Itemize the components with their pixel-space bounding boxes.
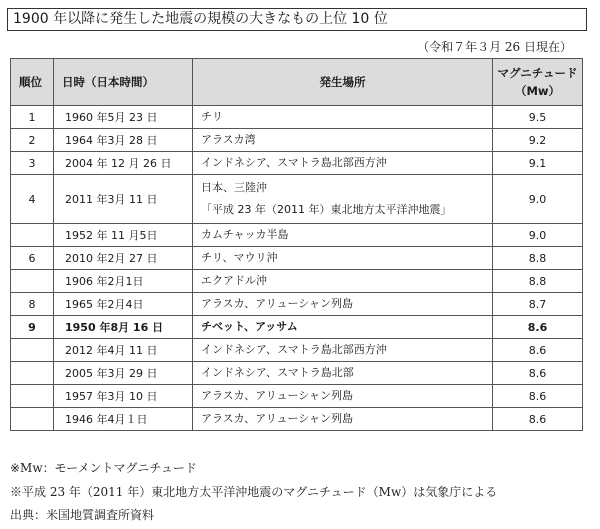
location-cell (193, 224, 493, 247)
table-row (11, 385, 583, 408)
location-cell (193, 316, 493, 339)
location-line: 「平成 23 年（2011 年）東北地方太平洋沖地震」 (201, 203, 452, 216)
date-cell: 1965 年2月4日 (54, 293, 193, 316)
table-row (11, 106, 583, 129)
rank-cell: 6 (11, 247, 54, 270)
magnitude-cell: 8.6 (493, 339, 583, 362)
rank-cell: 4 (11, 175, 54, 224)
location-cell (193, 270, 493, 293)
date-cell: 1950 年8月 16 日 (54, 316, 193, 339)
rank-cell (11, 339, 54, 362)
location-cell (193, 362, 493, 385)
rank-cell: 9 (11, 316, 54, 339)
date-cell: 1906 年2月1日 (54, 270, 193, 293)
document-title: 1900 年以降に発生した地震の規模の大きなもの上位 10 位 (7, 8, 587, 31)
location-line: インドネシア、スマトラ島北部西方沖 (201, 156, 387, 169)
magnitude-cell: 9.5 (493, 106, 583, 129)
magnitude-cell: 8.8 (493, 247, 583, 270)
location-line: アラスカ、アリューシャン列島 (201, 297, 354, 310)
earthquake-table (10, 58, 583, 431)
magnitude-cell: 9.0 (493, 175, 583, 224)
table-row (11, 293, 583, 316)
date-cell: 2005 年3月 29 日 (54, 362, 193, 385)
location-cell (193, 339, 493, 362)
table-header-row (11, 59, 583, 106)
location-line: アラスカ、アリューシャン列島 (201, 389, 354, 402)
magnitude-cell: 9.0 (493, 224, 583, 247)
table-row (11, 129, 583, 152)
rank-cell: 2 (11, 129, 54, 152)
footnote-mw: ※Mw：モーメントマグニチュード (10, 461, 197, 475)
date-cell: 1960 年5月 23 日 (54, 106, 193, 129)
table-row (11, 362, 583, 385)
location-line: カムチャッカ半島 (201, 228, 289, 241)
date-cell: 1952 年 11 月5日 (54, 224, 193, 247)
header-date: 日時（日本時間） (54, 59, 193, 106)
magnitude-cell: 8.6 (493, 385, 583, 408)
location-line: エクアドル沖 (201, 274, 267, 287)
location-cell (193, 175, 493, 224)
footnote-source: 出典：米国地質調査所資料 (10, 508, 155, 522)
date-cell: 2004 年 12 月 26 日 (54, 152, 193, 175)
rank-cell: 3 (11, 152, 54, 175)
magnitude-cell: 8.6 (493, 408, 583, 431)
location-line: インドネシア、スマトラ島北部 (201, 366, 354, 379)
header-location: 発生場所 (193, 59, 493, 106)
table-row (11, 247, 583, 270)
location-line: チリ (201, 110, 223, 123)
location-cell (193, 385, 493, 408)
rank-cell (11, 224, 54, 247)
location-cell (193, 129, 493, 152)
rank-cell (11, 385, 54, 408)
magnitude-cell: 8.6 (493, 316, 583, 339)
location-line: チリ、マウリ沖 (201, 251, 278, 264)
rank-cell: 8 (11, 293, 54, 316)
date-cell: 2011 年3月 11 日 (54, 175, 193, 224)
rank-cell (11, 270, 54, 293)
date-cell: 1957 年3月 10 日 (54, 385, 193, 408)
location-cell (193, 152, 493, 175)
table-row (11, 316, 583, 339)
date-cell: 1946 年4月１日 (54, 408, 193, 431)
table-row (11, 152, 583, 175)
as-of-date: （令和７年３月 26 日現在） (417, 40, 572, 54)
table-row (11, 408, 583, 431)
location-line: アラスカ、アリューシャン列島 (201, 412, 354, 425)
rank-cell: 1 (11, 106, 54, 129)
table-row (11, 224, 583, 247)
header-rank: 順位 (11, 59, 54, 106)
location-cell (193, 408, 493, 431)
table-row (11, 270, 583, 293)
location-line: インドネシア、スマトラ島北部西方沖 (201, 343, 387, 356)
rank-cell (11, 362, 54, 385)
location-line: チベット、アッサム (201, 320, 298, 333)
location-line: アラスカ湾 (201, 133, 256, 146)
location-line: 日本、三陸沖 (201, 181, 267, 194)
location-cell (193, 247, 493, 270)
magnitude-cell: 8.8 (493, 270, 583, 293)
header-magnitude-label: マグニチュード (497, 66, 578, 80)
table-row (11, 175, 583, 224)
location-cell (193, 293, 493, 316)
date-cell: 2012 年4月 11 日 (54, 339, 193, 362)
magnitude-cell: 9.1 (493, 152, 583, 175)
rank-cell (11, 408, 54, 431)
date-cell: 2010 年2月 27 日 (54, 247, 193, 270)
header-magnitude (493, 59, 583, 106)
header-magnitude-unit: （Mw） (514, 84, 561, 98)
magnitude-cell: 8.6 (493, 362, 583, 385)
table-row (11, 339, 583, 362)
date-cell: 1964 年3月 28 日 (54, 129, 193, 152)
footnote-jma: ※平成 23 年（2011 年）東北地方太平洋沖地震のマグニチュード（Mw）は気象庁による (10, 485, 498, 499)
magnitude-cell: 9.2 (493, 129, 583, 152)
location-cell (193, 106, 493, 129)
magnitude-cell: 8.7 (493, 293, 583, 316)
